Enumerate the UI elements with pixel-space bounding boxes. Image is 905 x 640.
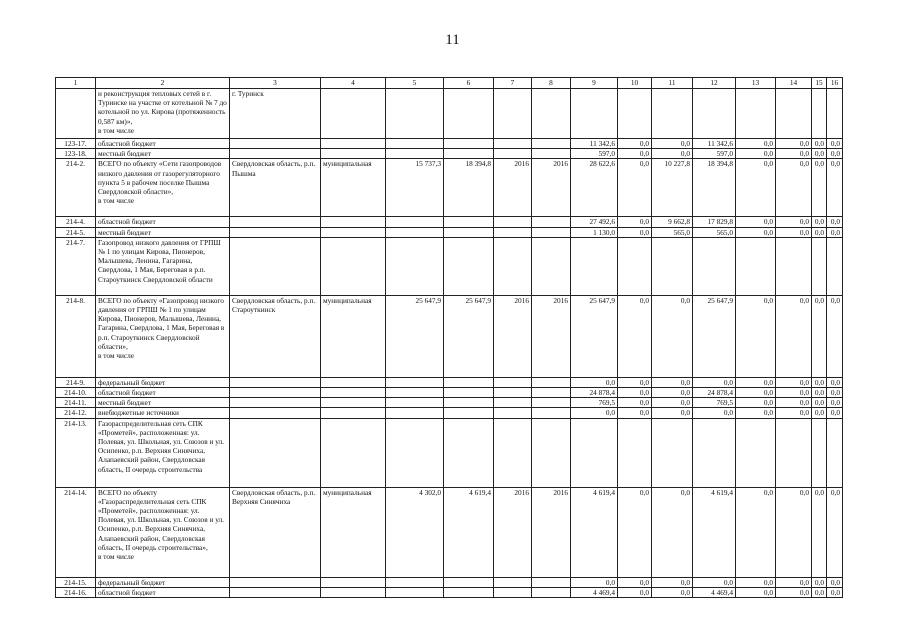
table-cell xyxy=(444,587,494,597)
table-cell xyxy=(776,89,812,139)
table-cell: 0,0 xyxy=(776,398,812,408)
table-cell xyxy=(230,577,321,587)
table-cell: 17 829,8 xyxy=(693,217,736,227)
table-cell: 0,0 xyxy=(776,217,812,227)
table-cell: 11 342,6 xyxy=(693,139,736,149)
table-cell xyxy=(386,398,444,408)
table-cell xyxy=(230,377,321,387)
table-row xyxy=(56,89,843,139)
table-cell xyxy=(618,237,652,295)
table-cell: 0,0 xyxy=(812,487,827,577)
table-cell: 214-15. xyxy=(56,577,96,587)
table-cell: областной бюджет xyxy=(96,587,230,597)
table-cell: ВСЕГО по объекту «Газопровод низкого давления от ГРПШ № 1 по улицам Кирова, Пионеров, Малышева, Ленина, Гагарина, Свердлова, 1 Мая, Береговая в р.п. Староуткинск Свердловской области», в том числе xyxy=(96,295,230,377)
table-cell: областной бюджет xyxy=(96,217,230,227)
table-cell: 0,0 xyxy=(618,149,652,159)
table-cell xyxy=(386,149,444,159)
table-cell: 565,0 xyxy=(693,227,736,237)
column-header: 12 xyxy=(693,78,736,89)
table-cell xyxy=(321,418,386,487)
table-cell xyxy=(230,237,321,295)
table-cell xyxy=(532,377,571,387)
table-cell: 0,0 xyxy=(652,388,693,398)
table-cell: 0,0 xyxy=(693,377,736,387)
table-cell xyxy=(494,89,532,139)
table-cell: областной бюджет xyxy=(96,139,230,149)
table-cell: 0,0 xyxy=(776,227,812,237)
table-cell: 565,0 xyxy=(652,227,693,237)
table-cell: 0,0 xyxy=(652,408,693,418)
table-cell: 0,0 xyxy=(618,388,652,398)
table-cell: 0,0 xyxy=(652,398,693,408)
table-cell xyxy=(827,418,843,487)
table-body xyxy=(56,78,843,598)
table-cell xyxy=(321,388,386,398)
table-cell xyxy=(532,418,571,487)
table-cell: 0,0 xyxy=(812,227,827,237)
table-cell: Свердловская область, р.п. Староуткинск xyxy=(230,295,321,377)
table-cell xyxy=(321,577,386,587)
table-cell: 25 647,9 xyxy=(444,295,494,377)
table-cell: 0,0 xyxy=(652,377,693,387)
table-cell xyxy=(532,577,571,587)
table-cell xyxy=(494,139,532,149)
table-cell xyxy=(618,89,652,139)
table-cell xyxy=(532,408,571,418)
table-cell: 0,0 xyxy=(652,295,693,377)
table-cell: 0,0 xyxy=(827,377,843,387)
table-cell: 123-18. xyxy=(56,149,96,159)
table-cell: 0,0 xyxy=(827,149,843,159)
table-cell: 123-17. xyxy=(56,139,96,149)
table-cell: 0,0 xyxy=(812,388,827,398)
table-cell xyxy=(532,388,571,398)
table-cell xyxy=(386,408,444,418)
column-header: 4 xyxy=(321,78,386,89)
table-cell xyxy=(571,418,618,487)
table-cell xyxy=(494,587,532,597)
table-cell xyxy=(571,89,618,139)
table-cell xyxy=(56,89,96,139)
page-number: 11 xyxy=(445,32,460,48)
table-cell: 2016 xyxy=(494,487,532,577)
column-header: 16 xyxy=(827,78,843,89)
table-header-row xyxy=(56,78,843,89)
column-header: 8 xyxy=(532,78,571,89)
table-cell: Газопровод низкого давления от ГРПШ № 1 по улицам Кирова, Пионеров, Малышева, Ленина, Гагарина, Свердлова, 1 Мая, Береговая в р.п. Староуткинск Свердловской области xyxy=(96,237,230,295)
table-cell xyxy=(444,418,494,487)
table-cell: 0,0 xyxy=(827,139,843,149)
table-cell: 2016 xyxy=(532,295,571,377)
table-cell: 0,0 xyxy=(571,408,618,418)
table-cell xyxy=(444,377,494,387)
table-cell xyxy=(827,237,843,295)
table-cell: 27 492,6 xyxy=(571,217,618,227)
table-cell: 0,0 xyxy=(736,377,776,387)
table-cell: 18 394,8 xyxy=(693,159,736,217)
table-cell: 0,0 xyxy=(736,295,776,377)
table-cell: 0,0 xyxy=(618,139,652,149)
table-cell: ВСЕГО по объекту «Газораспределительная сеть СПК «Прометей», расположенная: ул. Полевая, ул. Школьная, ул. Союзов и ул. Осипенко, р.п. Верхняя Синячиха, Алапаевский район, Свердловская область, II очередь строительства», в том числе xyxy=(96,487,230,577)
table-cell: 0,0 xyxy=(652,587,693,597)
table-cell: местный бюджет xyxy=(96,398,230,408)
column-header: 5 xyxy=(386,78,444,89)
table-cell xyxy=(571,237,618,295)
table-cell xyxy=(444,89,494,139)
table-cell: внебюджетные источники xyxy=(96,408,230,418)
table-cell: 24 878,4 xyxy=(693,388,736,398)
table-cell: Свердловская область, р.п. Пышма xyxy=(230,159,321,217)
table-cell: 0,0 xyxy=(776,295,812,377)
table-cell xyxy=(321,408,386,418)
column-header: 15 xyxy=(812,78,827,89)
table-cell xyxy=(494,377,532,387)
table-row xyxy=(56,139,843,149)
table-cell: 214-16. xyxy=(56,587,96,597)
table-cell xyxy=(230,388,321,398)
table-cell xyxy=(444,388,494,398)
table-cell: 28 622,6 xyxy=(571,159,618,217)
table-cell xyxy=(776,418,812,487)
column-header: 14 xyxy=(776,78,812,89)
table-cell: 18 394,8 xyxy=(444,159,494,217)
table-cell xyxy=(444,217,494,227)
table-cell: 0,0 xyxy=(736,408,776,418)
table-cell xyxy=(321,587,386,597)
table-cell xyxy=(230,217,321,227)
table-cell: 0,0 xyxy=(736,388,776,398)
table-cell: 0,0 xyxy=(652,487,693,577)
table-cell xyxy=(386,377,444,387)
table-cell xyxy=(812,418,827,487)
table-row xyxy=(56,237,843,295)
table-cell: 0,0 xyxy=(618,377,652,387)
column-header: 6 xyxy=(444,78,494,89)
table-cell: 0,0 xyxy=(736,577,776,587)
table-cell: 0,0 xyxy=(827,159,843,217)
table-cell: 0,0 xyxy=(776,159,812,217)
table-cell: Свердловская область, р.п. Верхняя Синячиха xyxy=(230,487,321,577)
table-cell xyxy=(444,149,494,159)
table-cell xyxy=(444,139,494,149)
table-cell: 2016 xyxy=(494,295,532,377)
table-cell: 25 647,9 xyxy=(571,295,618,377)
column-header: 13 xyxy=(736,78,776,89)
table-cell: 0,0 xyxy=(618,398,652,408)
table-cell: Газораспределительная сеть СПК «Прометей», расположенная: ул. Полевая, ул. Школьная, ул. Союзов и ул. Осипенко, р.п. Верхняя Синячиха, Алапаевский район, Свердловская область, II очередь строительства xyxy=(96,418,230,487)
table-cell: 0,0 xyxy=(827,398,843,408)
table-cell: 0,0 xyxy=(776,149,812,159)
table-cell xyxy=(827,89,843,139)
table-cell xyxy=(230,227,321,237)
table-cell: 10 227,8 xyxy=(652,159,693,217)
table-row xyxy=(56,487,843,577)
table-row xyxy=(56,587,843,597)
table-cell: муниципальная xyxy=(321,295,386,377)
table-cell xyxy=(230,139,321,149)
table-row xyxy=(56,398,843,408)
table-cell: 769,5 xyxy=(571,398,618,408)
table-cell xyxy=(494,418,532,487)
table-cell: 0,0 xyxy=(776,487,812,577)
table-cell xyxy=(494,217,532,227)
table-cell: 0,0 xyxy=(736,217,776,227)
table-cell xyxy=(321,89,386,139)
table-cell: 0,0 xyxy=(736,159,776,217)
table-cell: 214-4. xyxy=(56,217,96,227)
table-cell xyxy=(321,377,386,387)
table-cell xyxy=(618,418,652,487)
table-cell: 0,0 xyxy=(776,577,812,587)
table-cell xyxy=(494,149,532,159)
table-cell xyxy=(230,587,321,597)
table-cell: 0,0 xyxy=(827,388,843,398)
table-row xyxy=(56,577,843,587)
table-cell: 0,0 xyxy=(827,587,843,597)
table-cell xyxy=(776,237,812,295)
table-cell: 0,0 xyxy=(652,139,693,149)
table-cell: 0,0 xyxy=(736,487,776,577)
table-cell: 0,0 xyxy=(827,487,843,577)
table-cell xyxy=(386,89,444,139)
table-cell xyxy=(230,398,321,408)
table-cell xyxy=(652,237,693,295)
table-cell: 214-5. xyxy=(56,227,96,237)
table-cell xyxy=(532,237,571,295)
table-cell: 24 878,4 xyxy=(571,388,618,398)
column-header: 9 xyxy=(571,78,618,89)
table-cell: 214-10. xyxy=(56,388,96,398)
budget-table xyxy=(55,77,843,598)
table-cell: 0,0 xyxy=(812,149,827,159)
table-cell: 9 662,8 xyxy=(652,217,693,227)
table-cell: 0,0 xyxy=(618,295,652,377)
table-cell xyxy=(230,408,321,418)
table-cell: муниципальная xyxy=(321,487,386,577)
table-cell: 214-13. xyxy=(56,418,96,487)
table-cell: 214-9. xyxy=(56,377,96,387)
column-header: 2 xyxy=(96,78,230,89)
table-cell xyxy=(444,227,494,237)
table-cell: 0,0 xyxy=(827,227,843,237)
table-cell: 11 342,6 xyxy=(571,139,618,149)
table-cell: 214-14. xyxy=(56,487,96,577)
table-cell xyxy=(494,577,532,587)
table-cell: 0,0 xyxy=(812,139,827,149)
table-cell: 4 619,4 xyxy=(693,487,736,577)
table-cell xyxy=(812,89,827,139)
table-cell xyxy=(652,418,693,487)
table-row xyxy=(56,388,843,398)
table-cell: 0,0 xyxy=(812,408,827,418)
table-cell xyxy=(532,139,571,149)
table-cell xyxy=(230,149,321,159)
table-row xyxy=(56,408,843,418)
table-cell xyxy=(494,227,532,237)
column-header: 3 xyxy=(230,78,321,89)
table-cell xyxy=(652,89,693,139)
table-cell: 769,5 xyxy=(693,398,736,408)
table-cell: 0,0 xyxy=(571,577,618,587)
table-cell xyxy=(532,587,571,597)
table-cell xyxy=(386,139,444,149)
table-cell: местный бюджет xyxy=(96,149,230,159)
table-cell xyxy=(386,388,444,398)
table-cell xyxy=(444,398,494,408)
table-cell: 0,0 xyxy=(812,577,827,587)
table-cell: 2016 xyxy=(494,159,532,217)
table-cell: 0,0 xyxy=(776,388,812,398)
table-cell: 0,0 xyxy=(812,295,827,377)
table-cell xyxy=(444,408,494,418)
table-row xyxy=(56,295,843,377)
table-cell: 214-2. xyxy=(56,159,96,217)
table-cell: 0,0 xyxy=(776,377,812,387)
table-cell: муниципальная xyxy=(321,159,386,217)
table-cell: 0,0 xyxy=(776,408,812,418)
table-cell xyxy=(386,577,444,587)
table-cell xyxy=(812,237,827,295)
table-cell: 0,0 xyxy=(693,577,736,587)
table-cell: 0,0 xyxy=(618,159,652,217)
table-cell: 4 619,4 xyxy=(571,487,618,577)
table-cell: 4 302,0 xyxy=(386,487,444,577)
table-cell: 214-7. xyxy=(56,237,96,295)
table-cell: федеральный бюджет xyxy=(96,577,230,587)
table-cell xyxy=(532,227,571,237)
table-cell xyxy=(321,149,386,159)
table-cell xyxy=(693,418,736,487)
table-cell: 0,0 xyxy=(776,587,812,597)
table-cell xyxy=(386,587,444,597)
column-header: 10 xyxy=(618,78,652,89)
table-cell: 0,0 xyxy=(812,398,827,408)
table-cell: 0,0 xyxy=(812,159,827,217)
table-cell xyxy=(321,139,386,149)
table-cell xyxy=(736,418,776,487)
table-cell: ВСЕГО по объекту «Сети газопроводов низкого давления от газорегуляторного пункта 5 в рабочем поселке Пышма Свердловской области», в том числе xyxy=(96,159,230,217)
table-cell xyxy=(386,418,444,487)
table-cell: 0,0 xyxy=(827,217,843,227)
table-cell: 0,0 xyxy=(736,149,776,159)
table-cell: 214-8. xyxy=(56,295,96,377)
table-cell: 0,0 xyxy=(827,577,843,587)
table-cell: областной бюджет xyxy=(96,388,230,398)
table-row xyxy=(56,418,843,487)
table-cell: 4 619,4 xyxy=(444,487,494,577)
column-header: 7 xyxy=(494,78,532,89)
table-cell xyxy=(736,89,776,139)
table-cell: местный бюджет xyxy=(96,227,230,237)
table-cell: 0,0 xyxy=(571,377,618,387)
table-cell: федеральный бюджет xyxy=(96,377,230,387)
table-cell: 0,0 xyxy=(618,227,652,237)
table-cell: 4 469,4 xyxy=(693,587,736,597)
table-cell: 0,0 xyxy=(812,217,827,227)
table-cell: 214-11. xyxy=(56,398,96,408)
table-cell xyxy=(444,237,494,295)
table-cell: и реконструкция тепловых сетей в г. Туринске на участке от котельной № 7 до котельной по ул. Кирова (протяженность 0,587 км)», в том числе xyxy=(96,89,230,139)
table-cell xyxy=(386,217,444,227)
table-cell xyxy=(532,398,571,408)
table-cell: 15 737,3 xyxy=(386,159,444,217)
table-cell xyxy=(494,408,532,418)
table-cell xyxy=(532,217,571,227)
table-cell: 0,0 xyxy=(812,587,827,597)
table-cell: 0,0 xyxy=(618,577,652,587)
table-cell xyxy=(386,237,444,295)
table-cell: 0,0 xyxy=(652,149,693,159)
table-cell: 2016 xyxy=(532,159,571,217)
table-cell: 25 647,9 xyxy=(386,295,444,377)
table-row xyxy=(56,149,843,159)
table-cell xyxy=(444,577,494,587)
table-cell: 0,0 xyxy=(827,408,843,418)
table-cell: 0,0 xyxy=(736,398,776,408)
table-cell: 0,0 xyxy=(618,587,652,597)
table-cell xyxy=(321,227,386,237)
table-row xyxy=(56,227,843,237)
table-cell: 0,0 xyxy=(812,377,827,387)
table-cell xyxy=(321,237,386,295)
table-cell xyxy=(321,398,386,408)
table-cell xyxy=(693,89,736,139)
table-cell: 0,0 xyxy=(827,295,843,377)
table-cell xyxy=(494,398,532,408)
table-cell: 0,0 xyxy=(736,227,776,237)
table-cell xyxy=(386,227,444,237)
table-cell: 0,0 xyxy=(736,139,776,149)
table-cell: 2016 xyxy=(532,487,571,577)
table-cell xyxy=(736,237,776,295)
table-cell: 1 130,0 xyxy=(571,227,618,237)
table-cell xyxy=(230,418,321,487)
table-cell: 597,0 xyxy=(571,149,618,159)
table-cell: 214-12. xyxy=(56,408,96,418)
table-row xyxy=(56,217,843,227)
table-cell xyxy=(532,89,571,139)
table-cell: 0,0 xyxy=(618,408,652,418)
table-cell: 0,0 xyxy=(652,577,693,587)
table-cell: г. Туринск xyxy=(230,89,321,139)
table-cell: 0,0 xyxy=(736,587,776,597)
table-row xyxy=(56,159,843,217)
table-cell xyxy=(494,237,532,295)
table-cell: 4 469,4 xyxy=(571,587,618,597)
table-cell xyxy=(321,217,386,227)
table-cell: 0,0 xyxy=(618,487,652,577)
table-cell: 597,0 xyxy=(693,149,736,159)
table-cell: 0,0 xyxy=(693,408,736,418)
column-header: 11 xyxy=(652,78,693,89)
table-cell: 0,0 xyxy=(776,139,812,149)
table-cell: 0,0 xyxy=(618,217,652,227)
table-cell: 25 647,9 xyxy=(693,295,736,377)
column-header: 1 xyxy=(56,78,96,89)
table-cell xyxy=(532,149,571,159)
table-row xyxy=(56,377,843,387)
table-cell xyxy=(693,237,736,295)
table-cell xyxy=(494,388,532,398)
